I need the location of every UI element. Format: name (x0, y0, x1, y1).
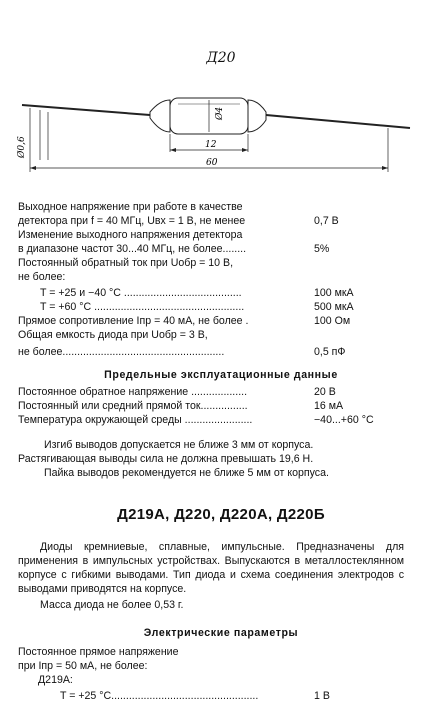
note-line: Растягивающая выводы сила не должна превышать 19,6 Н. (18, 453, 314, 465)
body-diameter-label: Ø4 (215, 106, 225, 120)
param-row: Постоянное прямое напряжение (18, 646, 179, 658)
figure-title: Д20 (206, 50, 236, 66)
param-row: Постоянный обратный ток при Uобр = 10 В, (18, 257, 234, 269)
param-row: Д219А: (38, 674, 73, 686)
left-lead (22, 105, 150, 115)
right-glass-end (248, 100, 266, 132)
param-row: T = +25 °С.................................................. (60, 690, 259, 702)
body-length-label: 12 (205, 140, 217, 150)
param-value: 500 мкА (314, 301, 354, 313)
limit-row: Постоянный или средний прямой ток................ (18, 400, 248, 412)
note-line: Пайка выводов рекомендуется не ближе 5 мм от корпуса. (44, 467, 329, 479)
left-glass-end (150, 100, 170, 132)
params-heading: Электрические параметры (143, 627, 299, 639)
param-value: 5% (314, 243, 330, 255)
section-description: Диоды кремниевые, сплавные, импульсные. Предназначены для применения в импульсных устройствах. Выпускаются в металлостеклянном корпусе с гибкими выводами. Тип диода и схема соединения электродов с выводами приводятся на корпусе. (18, 541, 404, 595)
param-row: не более....................................................... (18, 346, 225, 358)
limit-value: 16 мА (314, 400, 344, 412)
param-row: T = +60 °С ................................................... (40, 301, 245, 313)
param-row: детектора при f = 40 МГц, Uвх = 1 В, не менее (18, 215, 246, 227)
param-row: Общая емкость диода при Uобр = 3 В, (18, 329, 208, 341)
limits-heading: Предельные эксплуатационные данные (104, 369, 338, 381)
limit-row: Постоянное обратное напряжение ................... (18, 386, 248, 398)
param-row: Прямое сопротивление Iпр = 40 мА, не более . (18, 315, 249, 327)
note-line: Изгиб выводов допускается не ближе 3 мм от корпуса. (44, 439, 314, 451)
param-row: в диапазоне частот 30...40 МГц, не более........ (18, 243, 247, 255)
limit-value: 20 В (314, 386, 336, 398)
lead-diameter-label: Ø0,6 (17, 136, 27, 158)
mass-line: Масса диода не более 0,53 г. (40, 599, 184, 611)
param-value: 0,7 В (314, 215, 339, 227)
param-value: 100 мкА (314, 287, 354, 299)
param-value: 1 В (314, 690, 330, 702)
limit-value: −40...+60 °С (314, 414, 374, 426)
section-title: Д219А, Д220, Д220А, Д220Б (117, 506, 325, 523)
limit-row: Температура окружающей среды ....................... (18, 414, 253, 426)
param-row: при Iпр = 50 мА, не более: (18, 660, 148, 672)
param-value: 0,5 пФ (314, 346, 346, 358)
diode-outline-drawing (0, 70, 442, 180)
param-row: Изменение выходного напряжения детектора (18, 229, 243, 241)
param-value: 100 Ом (314, 315, 351, 327)
total-length-label: 60 (206, 158, 218, 168)
right-lead (266, 115, 410, 128)
param-row: Выходное напряжение при работе в качестве (18, 201, 243, 213)
param-row: не более: (18, 271, 66, 283)
param-row: T = +25 и −40 °С ........................................ (40, 287, 242, 299)
